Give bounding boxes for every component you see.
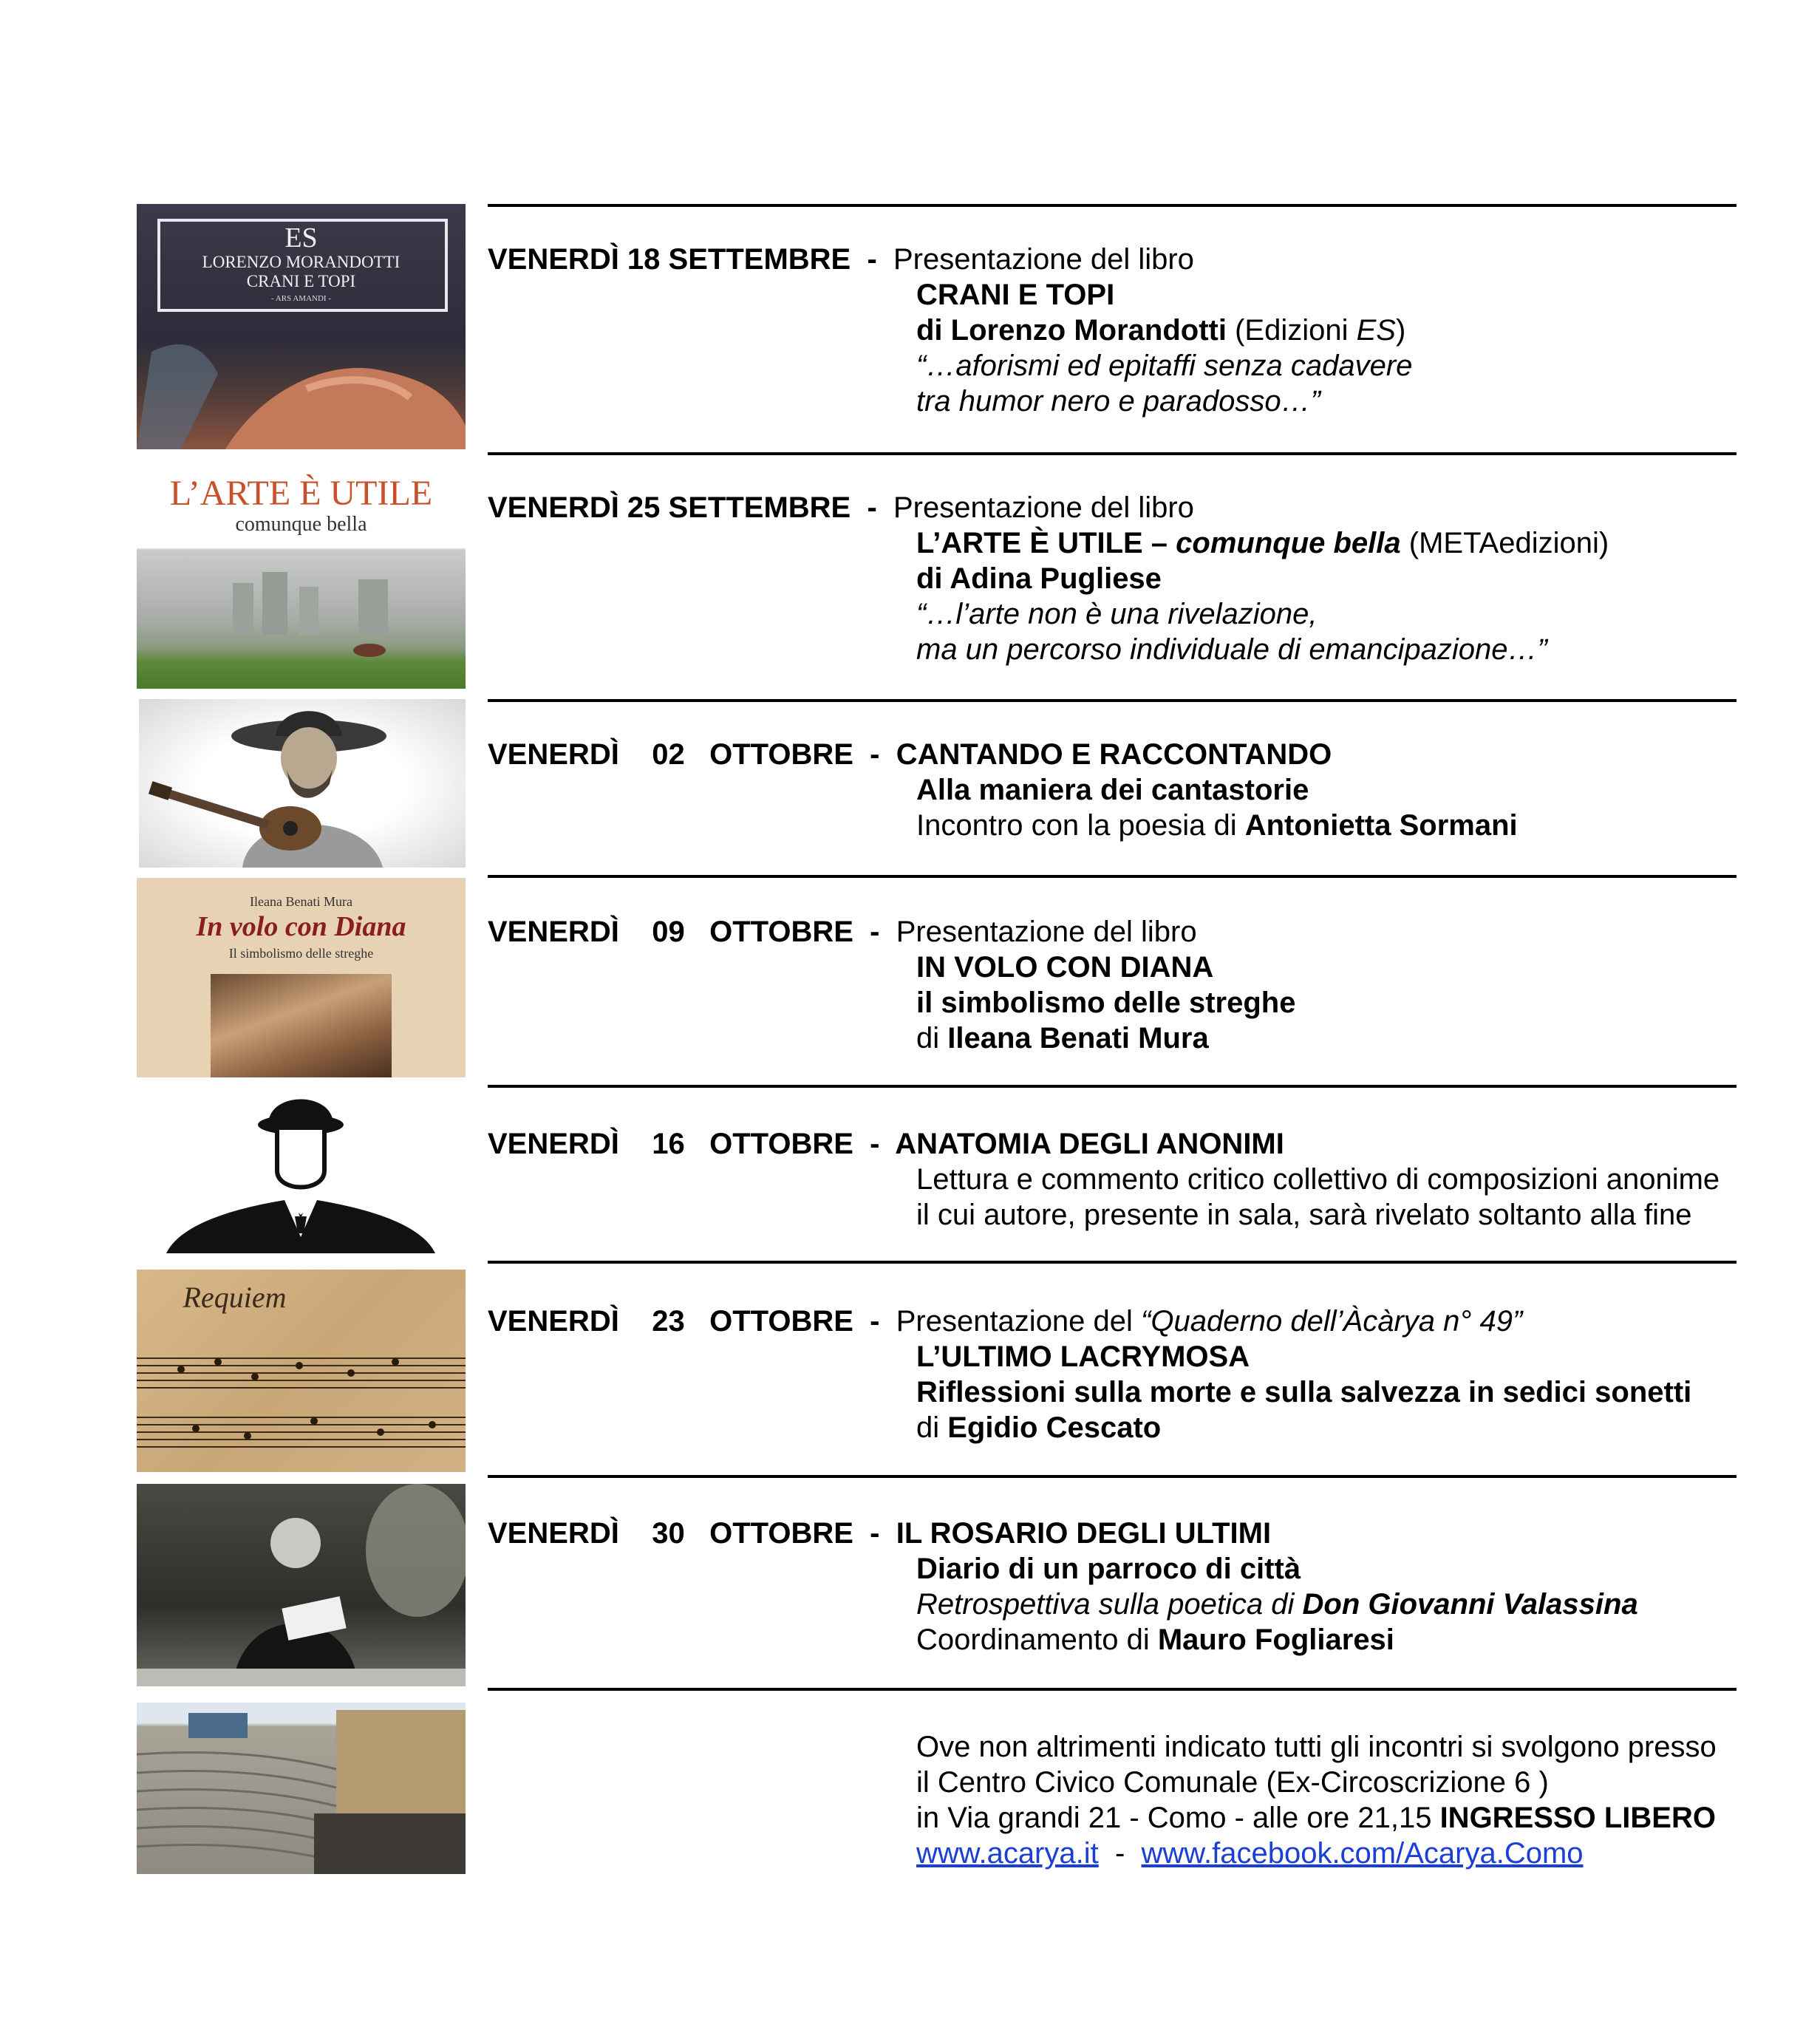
event-quote: “…l’arte non è una rivelazione, <box>916 598 1318 630</box>
event-header: VENERDÌ 18 SETTEMBRE - Presentazione del libro <box>488 243 1194 276</box>
event-intro: Presentazione del <box>896 1305 1142 1338</box>
city-skyline-illustration <box>137 461 466 689</box>
event-poet-line: Incontro con la poesia di Antonietta Sormani <box>916 809 1518 842</box>
event-date: VENERDÌ 30 OTTOBRE <box>488 1517 853 1550</box>
event-retro-line: Retrospettiva sulla poetica di Don Giovanni Valassina <box>916 1588 1638 1621</box>
reading-man-icon <box>137 1484 466 1686</box>
event-date: VENERDÌ 25 SETTEMBRE <box>488 491 851 524</box>
event-subtitle: Riflessioni sulla morte e sulla salvezza in sedici sonetti <box>916 1376 1692 1408</box>
event-header: VENERDÌ 25 SETTEMBRE - Presentazione del libro <box>488 491 1194 524</box>
cover-text: CRANI E TOPI <box>246 272 356 290</box>
event-title: ANATOMIA DEGLI ANONIMI <box>895 1128 1284 1160</box>
event-header: VENERDÌ 16 OTTOBRE - ANATOMIA DEGLI ANONIMI <box>488 1128 1284 1160</box>
theatre-steps-icon <box>137 1703 466 1874</box>
event-intro: Presentazione del libro <box>893 491 1194 524</box>
event-title: CRANI E TOPI <box>916 279 1115 311</box>
cover-title: L’ARTE È UTILE <box>169 474 433 513</box>
event-block <box>488 490 1788 667</box>
event-block <box>488 242 1788 419</box>
divider-rule <box>488 875 1736 878</box>
divider-rule <box>488 1261 1736 1264</box>
event-coordinator-line: Coordinamento di Mauro Fogliaresi <box>916 1624 1394 1656</box>
event-intro: Presentazione del libro <box>896 916 1197 948</box>
event-block <box>488 1304 1788 1445</box>
event-description: il cui autore, presente in sala, sarà rivelato soltanto alla fine <box>916 1199 1692 1231</box>
event-author-line: di Egidio Cescato <box>916 1411 1162 1444</box>
event-date: VENERDÌ 09 OTTOBRE <box>488 916 853 948</box>
event-block <box>488 914 1788 1056</box>
event-title: L’ARTE È UTILE – comunque bella (METAedizioni) <box>916 527 1609 559</box>
event-title: IN VOLO CON DIANA <box>916 951 1214 984</box>
footer-line: il Centro Civico Comunale (Ex-Circoscrizione 6 ) <box>916 1766 1549 1799</box>
anonymous-man-silhouette <box>137 1089 466 1253</box>
cover-author: Ileana Benati Mura <box>250 894 352 909</box>
cover-text: LORENZO MORANDOTTI <box>202 253 401 271</box>
facebook-link[interactable]: www.facebook.com/Acarya.Como <box>1141 1837 1584 1870</box>
guitar-player-icon <box>139 699 466 868</box>
book-cover-crani-e-topi <box>137 204 466 449</box>
divider-rule <box>488 699 1736 702</box>
event-author-line: di Ileana Benati Mura <box>916 1022 1209 1055</box>
event-title: IL ROSARIO DEGLI ULTIMI <box>896 1517 1272 1550</box>
manuscript-title: Requiem <box>183 1281 287 1314</box>
event-date: VENERDÌ 02 OTTOBRE <box>488 738 853 771</box>
cover-painting <box>211 974 392 1077</box>
cover-text: - ARS AMANDI - <box>271 294 331 303</box>
cover-subtitle: Il simbolismo delle streghe <box>228 946 374 961</box>
event-author-line: di Adina Pugliese <box>916 562 1162 595</box>
music-staff-icon <box>137 1270 466 1472</box>
event-header: VENERDÌ 23 OTTOBRE - Presentazione del “Quaderno dell’Àcàrya n° 49” <box>488 1305 1523 1338</box>
event-author: Egidio Cescato <box>947 1411 1162 1444</box>
cantastorie-illustration <box>139 699 466 868</box>
event-quote: tra humor nero e paradosso…” <box>916 385 1320 418</box>
divider-rule <box>488 452 1736 455</box>
footer-line: in Via grandi 21 - Como - alle ore 21,15 INGRESSO LIBERO <box>916 1802 1716 1834</box>
footer-line: Ove non altrimenti indicato tutti gli incontri si svolgono presso <box>916 1731 1717 1763</box>
event-title: CANTANDO E RACCONTANDO <box>896 738 1332 771</box>
event-author-line: di Lorenzo Morandotti (Edizioni ES) <box>916 314 1406 347</box>
event-block <box>488 1516 1788 1658</box>
event-header: VENERDÌ 09 OTTOBRE - Presentazione del libro <box>488 916 1197 948</box>
free-entry-label: INGRESSO LIBERO <box>1439 1802 1716 1834</box>
event-quote: “…aforismi ed epitaffi senza cadavere <box>916 350 1413 382</box>
event-description: Lettura e commento critico collettivo di composizioni anonime <box>916 1163 1720 1196</box>
event-date: VENERDÌ 23 OTTOBRE <box>488 1305 853 1338</box>
event-date: VENERDÌ 16 OTTOBRE <box>488 1128 853 1160</box>
footer-info <box>488 1729 1788 1871</box>
event-author: Ileana Benati Mura <box>947 1022 1209 1055</box>
event-author: Lorenzo Morandotti <box>950 314 1227 347</box>
divider-rule <box>488 1085 1736 1088</box>
event-subtitle: Alla maniera dei cantastorie <box>916 774 1309 806</box>
website-link[interactable]: www.acarya.it <box>916 1837 1099 1870</box>
event-date: VENERDÌ 18 SETTEMBRE <box>488 243 851 276</box>
event-intro: Presentazione del libro <box>893 243 1194 276</box>
event-author: Adina Pugliese <box>950 562 1162 595</box>
bowler-hat-man-icon <box>137 1089 466 1253</box>
book-cover-in-volo-con-diana <box>137 878 466 1077</box>
event-quote: ma un percorso individuale di emancipazione…” <box>916 633 1547 666</box>
cover-subtitle: comunque bella <box>235 513 367 536</box>
event-title: L’ULTIMO LACRYMOSA <box>916 1340 1250 1373</box>
event-coordinator: Mauro Fogliaresi <box>1157 1624 1394 1656</box>
event-poet: Antonietta Sormani <box>1244 809 1518 842</box>
divider-rule <box>488 1688 1736 1691</box>
event-header: VENERDÌ 02 OTTOBRE - CANTANDO E RACCONTANDO <box>488 738 1332 771</box>
ancient-theatre-photo <box>137 1703 466 1874</box>
requiem-manuscript <box>137 1270 466 1472</box>
event-block <box>488 737 1788 843</box>
priest-reading-photo <box>137 1484 466 1686</box>
sleeping-face-illustration <box>137 204 466 449</box>
event-subtitle: Diario di un parroco di città <box>916 1553 1301 1585</box>
event-subtitle: il simbolismo delle streghe <box>916 987 1296 1019</box>
footer-links: www.acarya.it - www.facebook.com/Acarya.Como <box>916 1837 1584 1870</box>
book-cover-arte-e-utile <box>137 461 466 689</box>
cover-title: In volo con Diana <box>196 911 406 942</box>
cover-text: ES <box>284 222 318 253</box>
event-header: VENERDÌ 30 OTTOBRE - IL ROSARIO DEGLI ULTIMI <box>488 1517 1272 1550</box>
event-block <box>488 1126 1788 1233</box>
divider-rule <box>488 1475 1736 1478</box>
divider-rule <box>488 204 1736 207</box>
